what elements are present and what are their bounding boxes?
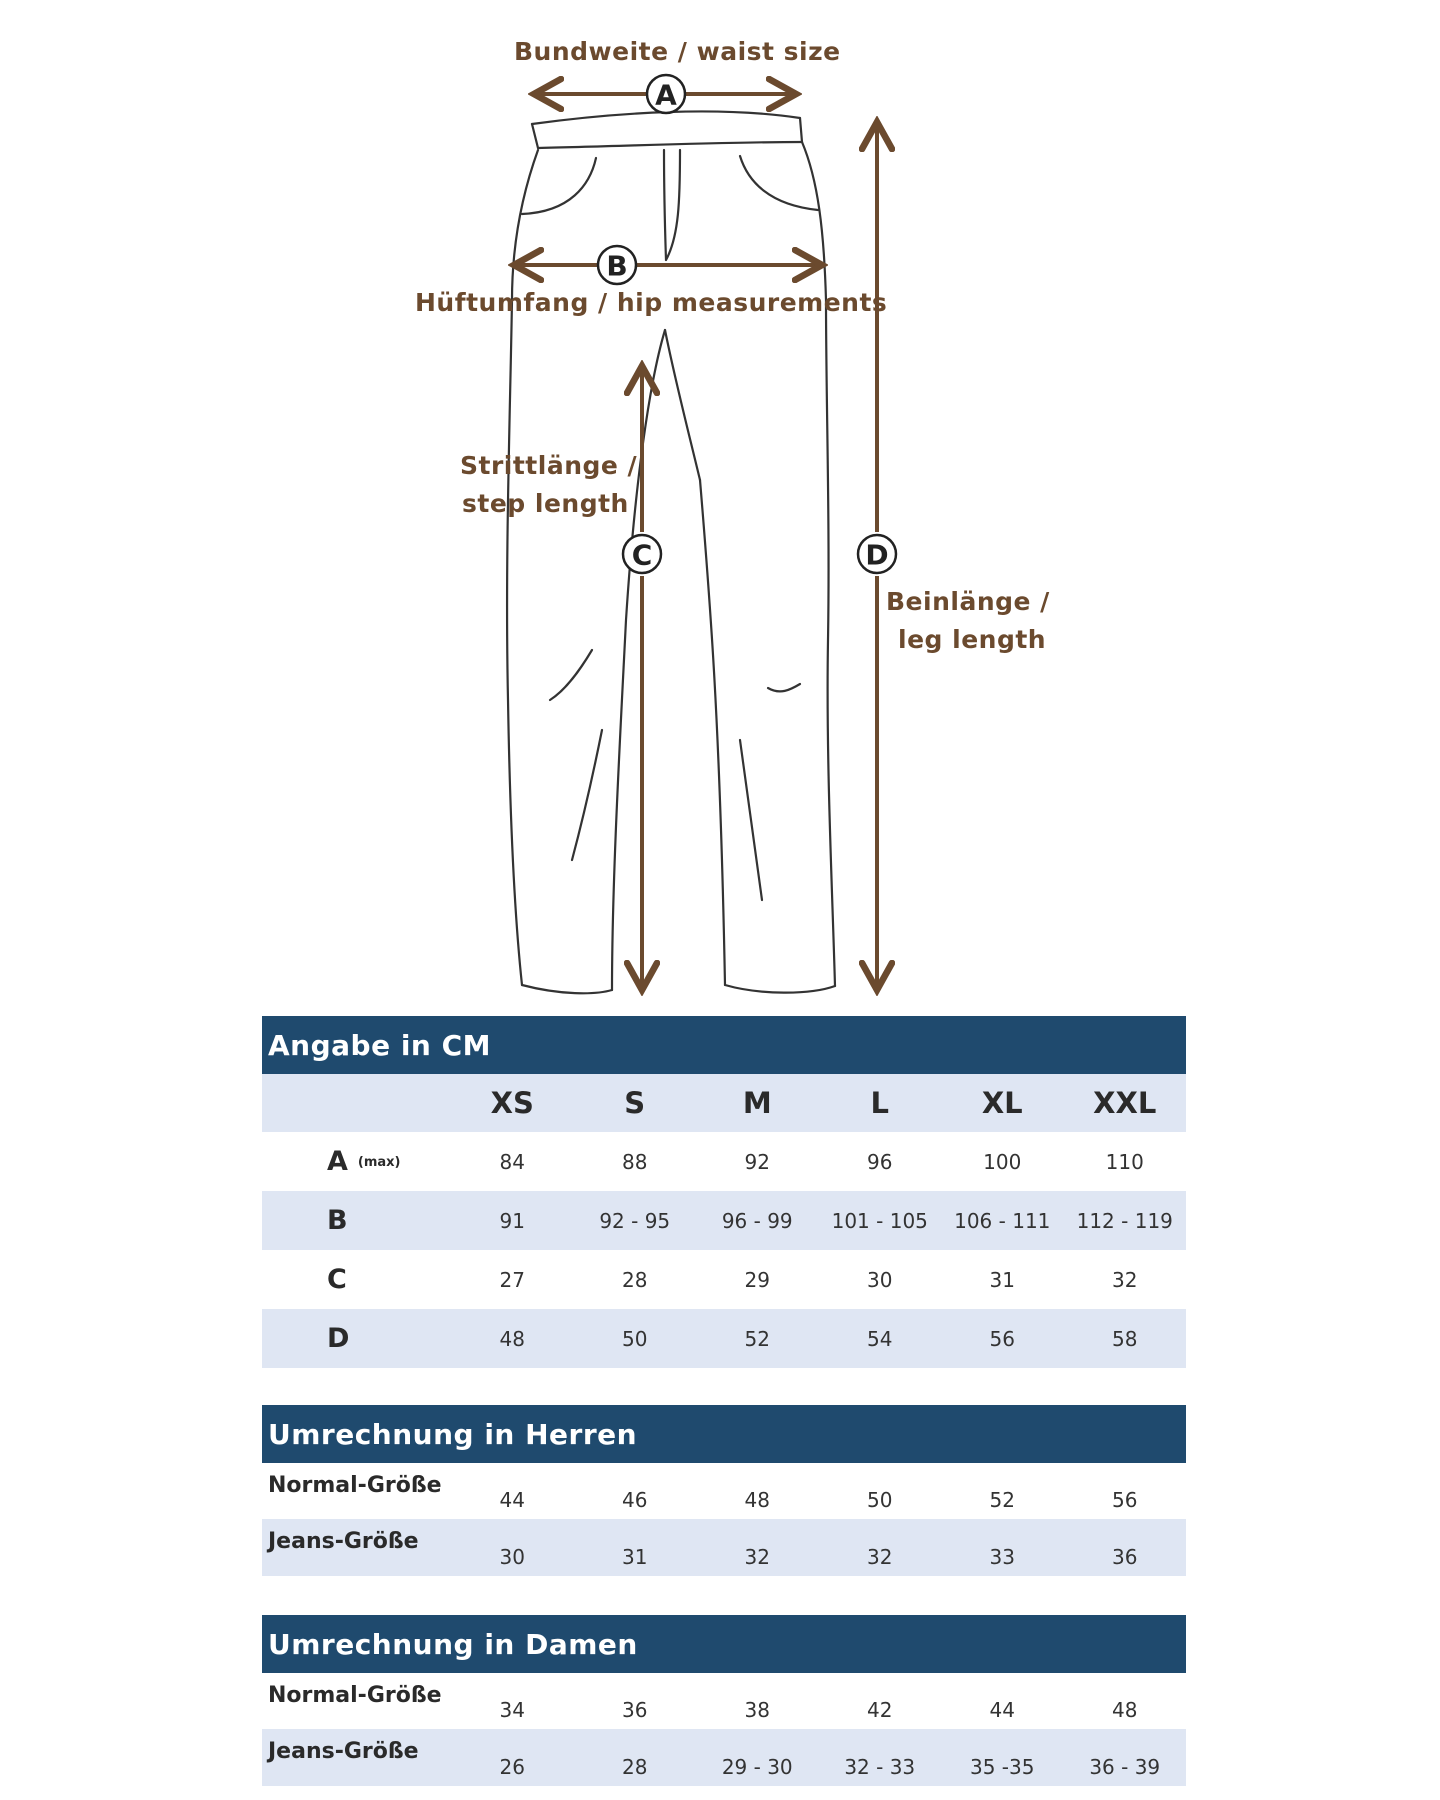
step-length-label-line2: step length [462, 489, 629, 518]
table-row [262, 1729, 1186, 1786]
table-row [262, 1191, 1186, 1250]
row-label-d [262, 1323, 451, 1354]
table-cell: 44 [499, 1488, 525, 1512]
marker-a [647, 75, 685, 113]
table-cell: 92 [744, 1149, 770, 1174]
row-letter: B [327, 1205, 348, 1236]
table-cell: 30 [867, 1267, 893, 1292]
crease-right [768, 684, 800, 691]
pants-hem-right [725, 985, 835, 993]
table-cell: 100 [983, 1149, 1022, 1174]
row-label-normal-size: Normal-Größe [268, 1473, 442, 1498]
marker-d [858, 535, 896, 573]
table-cell: 31 [989, 1267, 1015, 1292]
herren-table-title: Umrechnung in Herren [262, 1405, 1186, 1463]
table-cell: 27 [499, 1267, 525, 1292]
size-header-xs: XS [490, 1086, 534, 1120]
row-label-normal-size: Normal-Größe [268, 1683, 442, 1708]
row-label-b [262, 1205, 451, 1236]
table-cell: 92 - 95 [599, 1208, 671, 1233]
marker-c [623, 535, 661, 573]
table-cell: 54 [867, 1326, 893, 1351]
table-cell: 96 [867, 1149, 893, 1174]
table-cell: 44 [989, 1698, 1015, 1722]
table-cell: 32 [1112, 1267, 1138, 1292]
table-cell: 32 - 33 [844, 1754, 916, 1779]
size-header-row [262, 1074, 1186, 1132]
table-cell: 36 [1112, 1544, 1138, 1569]
marker-c-letter: C [631, 538, 653, 572]
table-cell: 34 [499, 1698, 525, 1722]
right-pocket [740, 156, 818, 210]
table-cell: 31 [622, 1544, 648, 1569]
table-cell: 48 [1112, 1698, 1138, 1722]
leg-length-label-line2: leg length [898, 625, 1047, 654]
table-cell: 56 [1112, 1488, 1138, 1512]
pants-crotch [665, 330, 700, 480]
size-header-xxl: XXL [1093, 1086, 1157, 1120]
pants-left-outseam [507, 150, 538, 985]
table-cell: 48 [499, 1326, 525, 1351]
row-letter: D [327, 1323, 350, 1354]
pants-left-inseam [612, 330, 665, 990]
table-cell: 46 [622, 1488, 648, 1512]
table-cell: 56 [989, 1326, 1015, 1351]
size-table-title: Angabe in CM [262, 1016, 1186, 1074]
table-cell: 106 - 111 [954, 1208, 1051, 1233]
pants-right-outseam [802, 142, 835, 986]
table-row [262, 1519, 1186, 1576]
table-cell: 48 [744, 1488, 770, 1512]
row-label-jeans-size: Jeans-Größe [268, 1739, 419, 1764]
size-header-s: S [624, 1086, 646, 1120]
table-cell: 28 [622, 1754, 648, 1779]
herren-conversion-table [262, 1405, 1186, 1576]
row-letter: A [327, 1146, 348, 1177]
table-cell: 58 [1112, 1326, 1138, 1351]
table-cell: 96 - 99 [721, 1208, 793, 1233]
pants-hem-left [522, 985, 612, 993]
table-row [262, 1132, 1186, 1191]
crease-left-lower [572, 730, 602, 860]
table-row [262, 1463, 1186, 1519]
row-label-a [262, 1146, 451, 1177]
table-row [262, 1673, 1186, 1729]
row-label-jeans-size: Jeans-Größe [268, 1529, 419, 1554]
table-cell: 84 [499, 1149, 525, 1174]
row-note: (max) [357, 1155, 401, 1170]
table-cell: 29 - 30 [721, 1754, 793, 1779]
table-cell: 91 [499, 1208, 525, 1233]
leg-length-label-line1: Beinlänge / [886, 587, 1050, 616]
pants-sketch [507, 111, 835, 993]
size-header-m: M [742, 1086, 772, 1120]
waistband-right [800, 118, 802, 142]
marker-a-letter: A [655, 78, 677, 112]
table-cell: 28 [622, 1267, 648, 1292]
size-table [262, 1016, 1186, 1368]
table-cell: 52 [989, 1488, 1015, 1512]
table-cell: 36 [622, 1698, 648, 1722]
table-cell: 112 - 119 [1076, 1208, 1173, 1233]
table-cell: 36 - 39 [1089, 1754, 1161, 1779]
table-cell: 42 [867, 1698, 893, 1722]
crease-right-lower [740, 740, 762, 900]
table-cell: 29 [744, 1267, 770, 1292]
damen-table-title: Umrechnung in Damen [262, 1615, 1186, 1673]
waist-size-label: Bundweite / waist size [514, 37, 841, 66]
damen-conversion-table [262, 1615, 1186, 1786]
marker-d-letter: D [865, 538, 889, 572]
table-cell: 26 [499, 1754, 525, 1779]
table-cell: 52 [744, 1326, 770, 1351]
marker-b-letter: B [606, 249, 628, 283]
pants-right-inseam [700, 480, 725, 985]
hip-measurement-label: Hüftumfang / hip measurements [415, 288, 888, 317]
table-row [262, 1250, 1186, 1309]
table-cell: 33 [989, 1544, 1015, 1569]
table-cell: 50 [622, 1326, 648, 1351]
crease-left [550, 650, 592, 700]
step-length-label-line1: Strittlänge / [460, 451, 638, 480]
marker-b [598, 246, 636, 284]
waistband-left [532, 124, 538, 148]
waistband-bottom [538, 142, 802, 148]
fly-seam [664, 150, 680, 260]
table-cell: 35 -35 [970, 1754, 1035, 1779]
table-cell: 32 [867, 1544, 893, 1569]
table-cell: 110 [1105, 1149, 1144, 1174]
table-cell: 32 [744, 1544, 770, 1569]
row-label-c [262, 1264, 451, 1295]
table-cell: 88 [622, 1149, 648, 1174]
table-row [262, 1309, 1186, 1368]
size-header-l: L [870, 1086, 889, 1120]
size-header-xl: XL [981, 1086, 1023, 1120]
table-cell: 101 - 105 [831, 1208, 928, 1233]
table-cell: 38 [744, 1698, 770, 1722]
table-cell: 50 [867, 1488, 893, 1512]
row-letter: C [327, 1264, 347, 1295]
table-cell: 30 [499, 1544, 525, 1569]
